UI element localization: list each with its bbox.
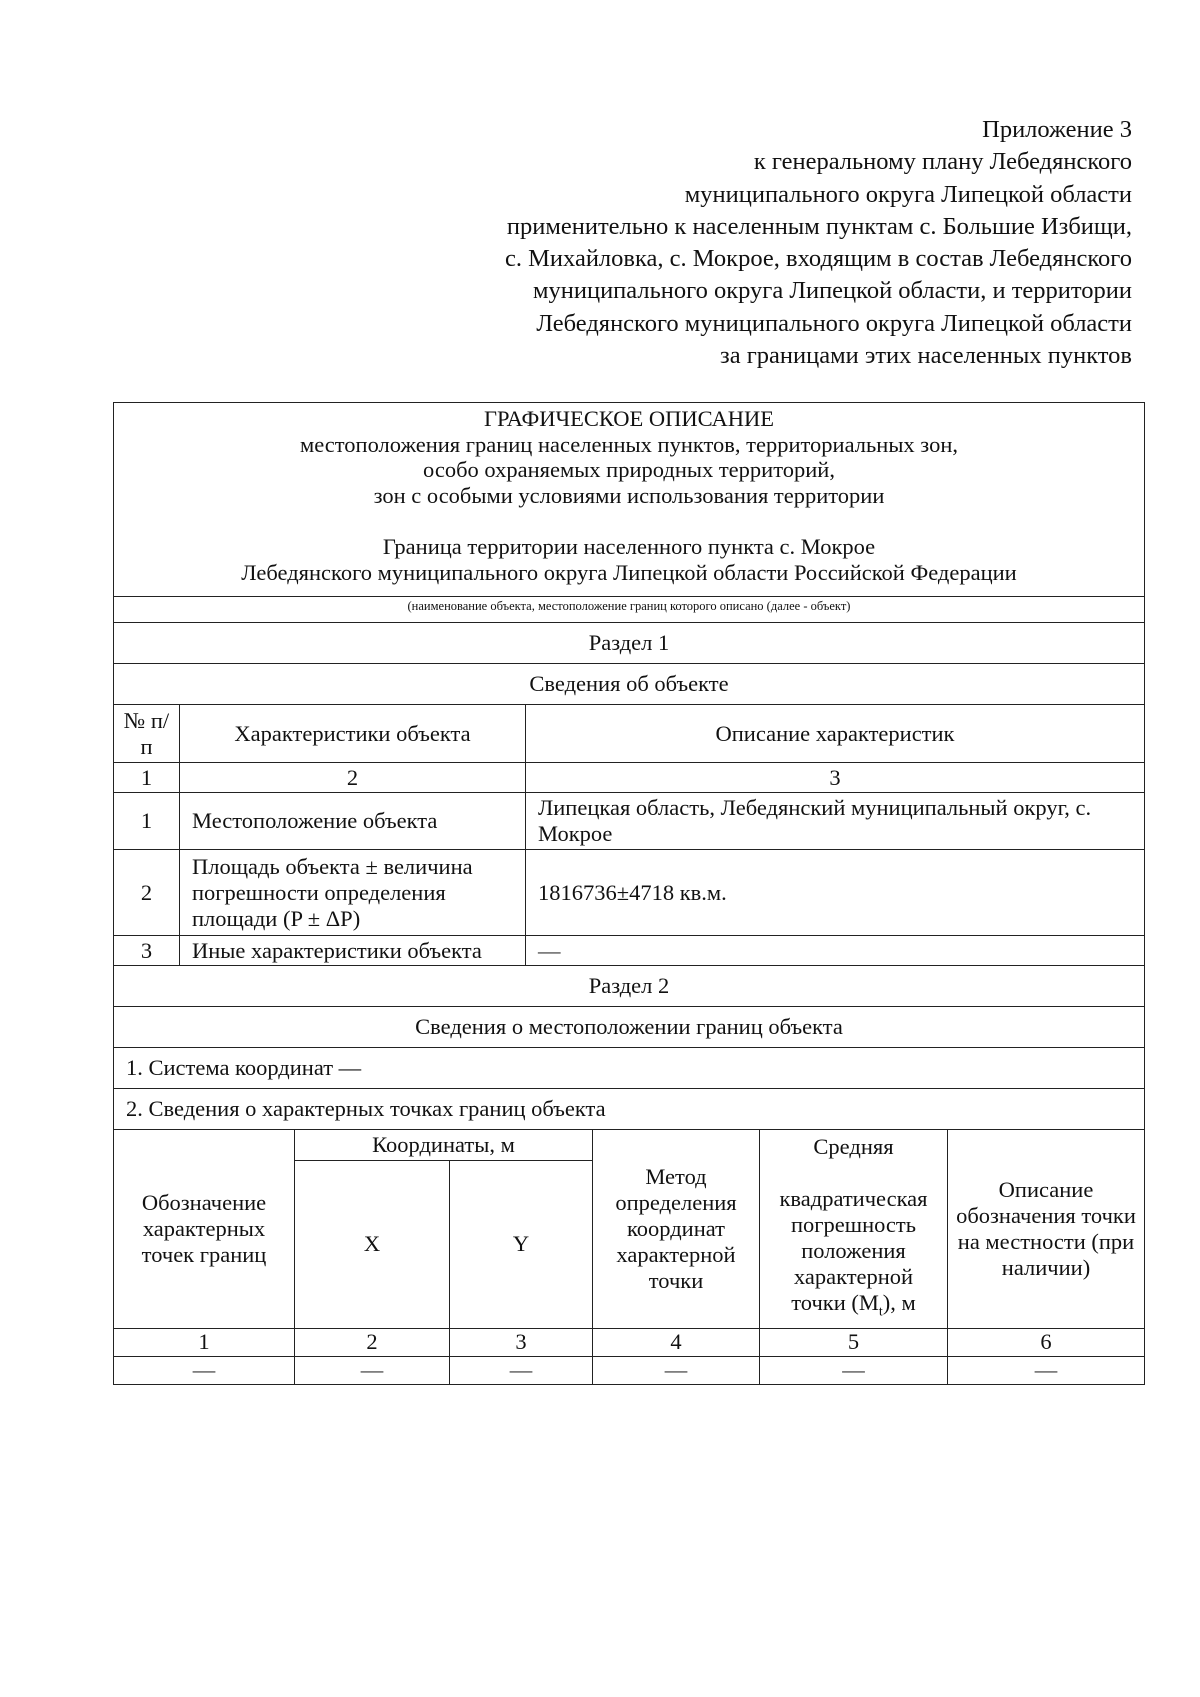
col-number: 5 <box>760 1328 948 1356</box>
row-value: 1816736±4718 кв.м. <box>526 850 1145 936</box>
col-number: 1 <box>114 763 180 793</box>
section1-subtitle: Сведения об объекте <box>114 664 1145 705</box>
col-number: 3 <box>526 763 1145 793</box>
object-caption: (наименование объекта, местоположение границ которого описано (далее - объект) <box>113 596 1145 622</box>
cell-empty: — <box>593 1356 760 1384</box>
object-name-line: Лебедянского муниципального округа Липецкой области Российской Федерации <box>241 559 1017 585</box>
row-num: 2 <box>114 850 180 936</box>
appendix-line: за границами этих населенных пунктов <box>720 342 1132 370</box>
table-row <box>114 793 1145 850</box>
form-subtitle-line: особо охраняемых природных территорий, <box>423 457 835 482</box>
points-table <box>113 1130 1145 1385</box>
row-name: Местоположение объекта <box>180 793 526 850</box>
table-row <box>114 1356 1145 1384</box>
header-y: Y <box>450 1160 593 1328</box>
appendix-line: муниципального округа Липецкой области, и территории <box>532 277 1132 305</box>
section2-subtitle: Сведения о местоположении границ объекта <box>114 1007 1145 1048</box>
table-row <box>114 936 1145 966</box>
cell-empty: — <box>450 1356 593 1384</box>
col-header-num: № п/п <box>114 705 180 763</box>
header-mean-square-error <box>760 1130 948 1328</box>
section1-table <box>113 622 1145 966</box>
appendix-line: к генеральному плану Лебедянского <box>753 148 1132 176</box>
col-number: 1 <box>114 1328 295 1356</box>
header-point-designation: Обозначение характерных точек границ <box>114 1130 295 1328</box>
object-name-line: Граница территории населенного пункта с. Мокрое <box>382 534 876 559</box>
form-subtitle-line: зон с особыми условиями использования территории <box>373 482 885 508</box>
form-subtitle-line: местоположения границ населенных пунктов, территориальных зон, <box>300 431 958 457</box>
header-coordinates: Координаты, м <box>295 1130 593 1160</box>
row-name: Иные характеристики объекта <box>180 936 526 966</box>
form-title: ГРАФИЧЕСКОЕ ОПИСАНИЕ <box>483 406 775 431</box>
appendix-block <box>332 114 1132 372</box>
col-number: 2 <box>295 1328 450 1356</box>
row-name: Площадь объекта ± величина погрешности определения площади (P ± ΔP) <box>180 850 526 936</box>
section1-title: Раздел 1 <box>114 623 1145 664</box>
col-number: 6 <box>948 1328 1145 1356</box>
error-header-top: Средняя <box>813 1134 894 1159</box>
col-header-characteristics: Характеристики объекта <box>180 705 526 763</box>
points-title: 2. Сведения о характерных точках границ объекта <box>114 1089 1145 1130</box>
row-value: — <box>526 936 1145 966</box>
table-row <box>114 850 1145 936</box>
section2-table <box>113 966 1145 1130</box>
cell-empty: — <box>114 1356 295 1384</box>
cell-empty: — <box>948 1356 1145 1384</box>
row-num: 1 <box>114 793 180 850</box>
appendix-line: Приложение 3 <box>982 116 1132 143</box>
spacer <box>114 508 1144 534</box>
appendix-line: применительно к населенным пунктам с. Большие Избищи, <box>506 212 1132 240</box>
appendix-line: муниципального округа Липецкой области <box>684 180 1132 208</box>
col-number: 4 <box>593 1328 760 1356</box>
col-number: 3 <box>450 1328 593 1356</box>
header-method: Метод определения координат характерной точки <box>593 1130 760 1328</box>
cell-empty: — <box>295 1356 450 1384</box>
col-number: 2 <box>180 763 526 793</box>
header-x: X <box>295 1160 450 1328</box>
form-header <box>113 402 1145 596</box>
section2-title: Раздел 2 <box>114 966 1145 1007</box>
header-point-description: Описание обозначения точки на местности (при наличии) <box>948 1130 1145 1328</box>
row-value: Липецкая область, Лебедянский муниципальный округ, с. Мокрое <box>526 793 1145 850</box>
col-header-description: Описание характеристик <box>526 705 1145 763</box>
appendix-line: с. Михайловка, с. Мокрое, входящим в состав Лебедянского <box>505 245 1132 273</box>
coordinate-system: 1. Система координат — <box>114 1048 1145 1089</box>
graphic-description-form <box>113 402 1145 1385</box>
appendix-line: Лебедянского муниципального округа Липецкой области <box>536 309 1132 337</box>
row-num: 3 <box>114 936 180 966</box>
error-header-rest: квадратическая погрешность положения характерной точки $(M_t)$, м <box>779 1186 928 1320</box>
cell-empty: — <box>760 1356 948 1384</box>
